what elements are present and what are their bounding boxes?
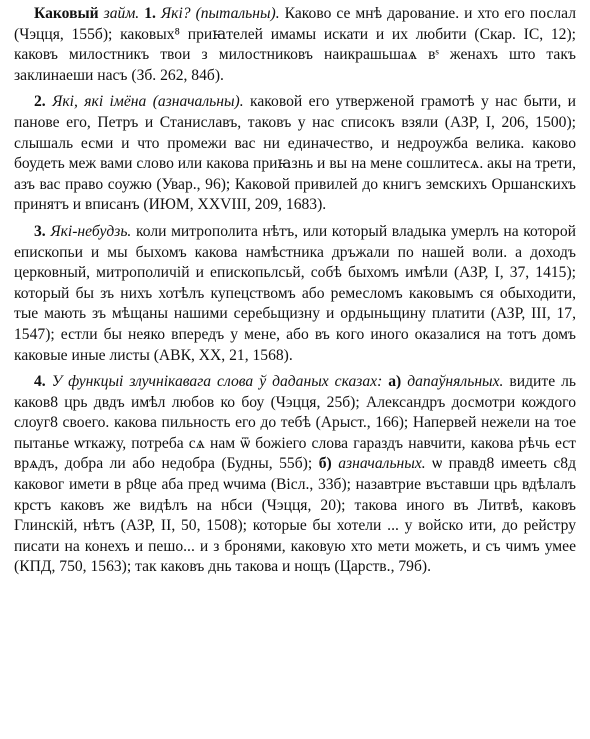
sense-1-paragraph xyxy=(14,4,576,86)
sense-2-text: каковой его утверженой грамотѣ у нас быти, и панове его, Петръ и Станиславъ, таковъ у нас списокъ взяли (АЗР, I, 206, 1500); слышаль есми и что промежи вас ни единачество, и недроужба велика. каково боудеть меж вами слово или какова приꙗзнь и вы на мене сошлитесѧ. акы на трети, азъ вас право соужю (Увар., 96); Каковой привилей до книгъ земскихъ Оршанскихъ принятъ и вписанъ (ИЮМ, XXVIII, 209, 1683). xyxy=(14,93,576,214)
sense-3-gloss: Які-небудзь. xyxy=(50,222,132,240)
sense-4-gloss: У функцыі злучнікавага слова ў даданых сказах: xyxy=(51,373,383,391)
sense-4b-label: б) xyxy=(318,455,332,473)
sense-4a-text: видите ль каков8 црь двдъ имѣл любов ко боу (Чэцця, 25б); Александръ досмотри кождого слоуг8 своего. какова пильность его до тебѣ (Арыст., 166); Напервей нежели на тое пытанье ѡткажу, потреба сѧ нам ѿ божіего слова гараздъ навчити, какова рѣчь ест врѧдъ, добра ли або недобра (Будны, 55б); xyxy=(14,373,576,473)
sense-4-number: 4. xyxy=(34,373,46,391)
sense-2-number: 2. xyxy=(34,93,46,111)
sense-2-gloss: Які, які імёна (азначальны). xyxy=(52,93,244,111)
part-of-speech: займ. xyxy=(103,5,140,22)
sense-3-paragraph xyxy=(14,222,576,366)
headword: Каковый xyxy=(34,5,99,22)
sense-1-gloss: Які? (пытальны). xyxy=(160,5,280,22)
sense-4a-label: а) xyxy=(388,373,402,391)
sense-3-number: 3. xyxy=(34,222,46,240)
sense-3-text: коли митрополита нѣтъ, или который владыка умерлъ на которой епископьи и мы быхомъ какова намѣстника дръжали по нашей воли. а доходъ церковный, митрополичій и епископьлсьй, собѣ быхомъ имѣли (АЗР, I, 37, 1415); который бы зъ нихъ хотѣлъ купецствомъ або ремесломъ каковымъ ся обыходити, тые мають зъ мѣщаны нашими серебьщизну и ордыньщину платити (АЗР, III, 17, 1547); естли бы неяко впередъ у мене, або въ кого иного оказалися на тотъ домъ каковые иные листы (АВК, XX, 21, 1568). xyxy=(14,222,576,364)
sense-2-paragraph xyxy=(14,92,576,216)
sense-4b-gloss: азначальных. xyxy=(338,455,426,473)
sense-4b-text: ѡ правд8 имееть с8д каковог имети в р8це аба пред ѡчима (Вісл., 33б); назавтрие въставши црь вдѣлалъ крстъ каковъ же видѣлъ на нбси (Чэцця, 20); такова иного въ Литвѣ, каковъ Глинскій, нѣтъ (АЗР, II, 50, 1508); которые бы хотели ... у войско ити, до рейстру писати на конехъ и пешо... и з бронями, каковую хто мети можеть, и съ чимъ умее (КПД, 750, 1563); так каковъ днь такова и нощъ (Царств., 79б). xyxy=(14,455,576,576)
sense-4-paragraph xyxy=(14,372,576,578)
sense-1-number: 1. xyxy=(144,5,156,22)
sense-4a-gloss: дапаўняльных. xyxy=(407,373,504,391)
sense-1-text: Каково се мнѣ дарование. и хто его послал (Чэцця, 155б); каковых⁸ приꙗтелей имамы искати и их любити (Скар. ІС, 12); каковъ милостникъ твои з милостниковъ наикрашьшаѧ вˢ женахъ што такъ заклинаеши насъ (Зб. 262, 84б). xyxy=(14,5,577,84)
